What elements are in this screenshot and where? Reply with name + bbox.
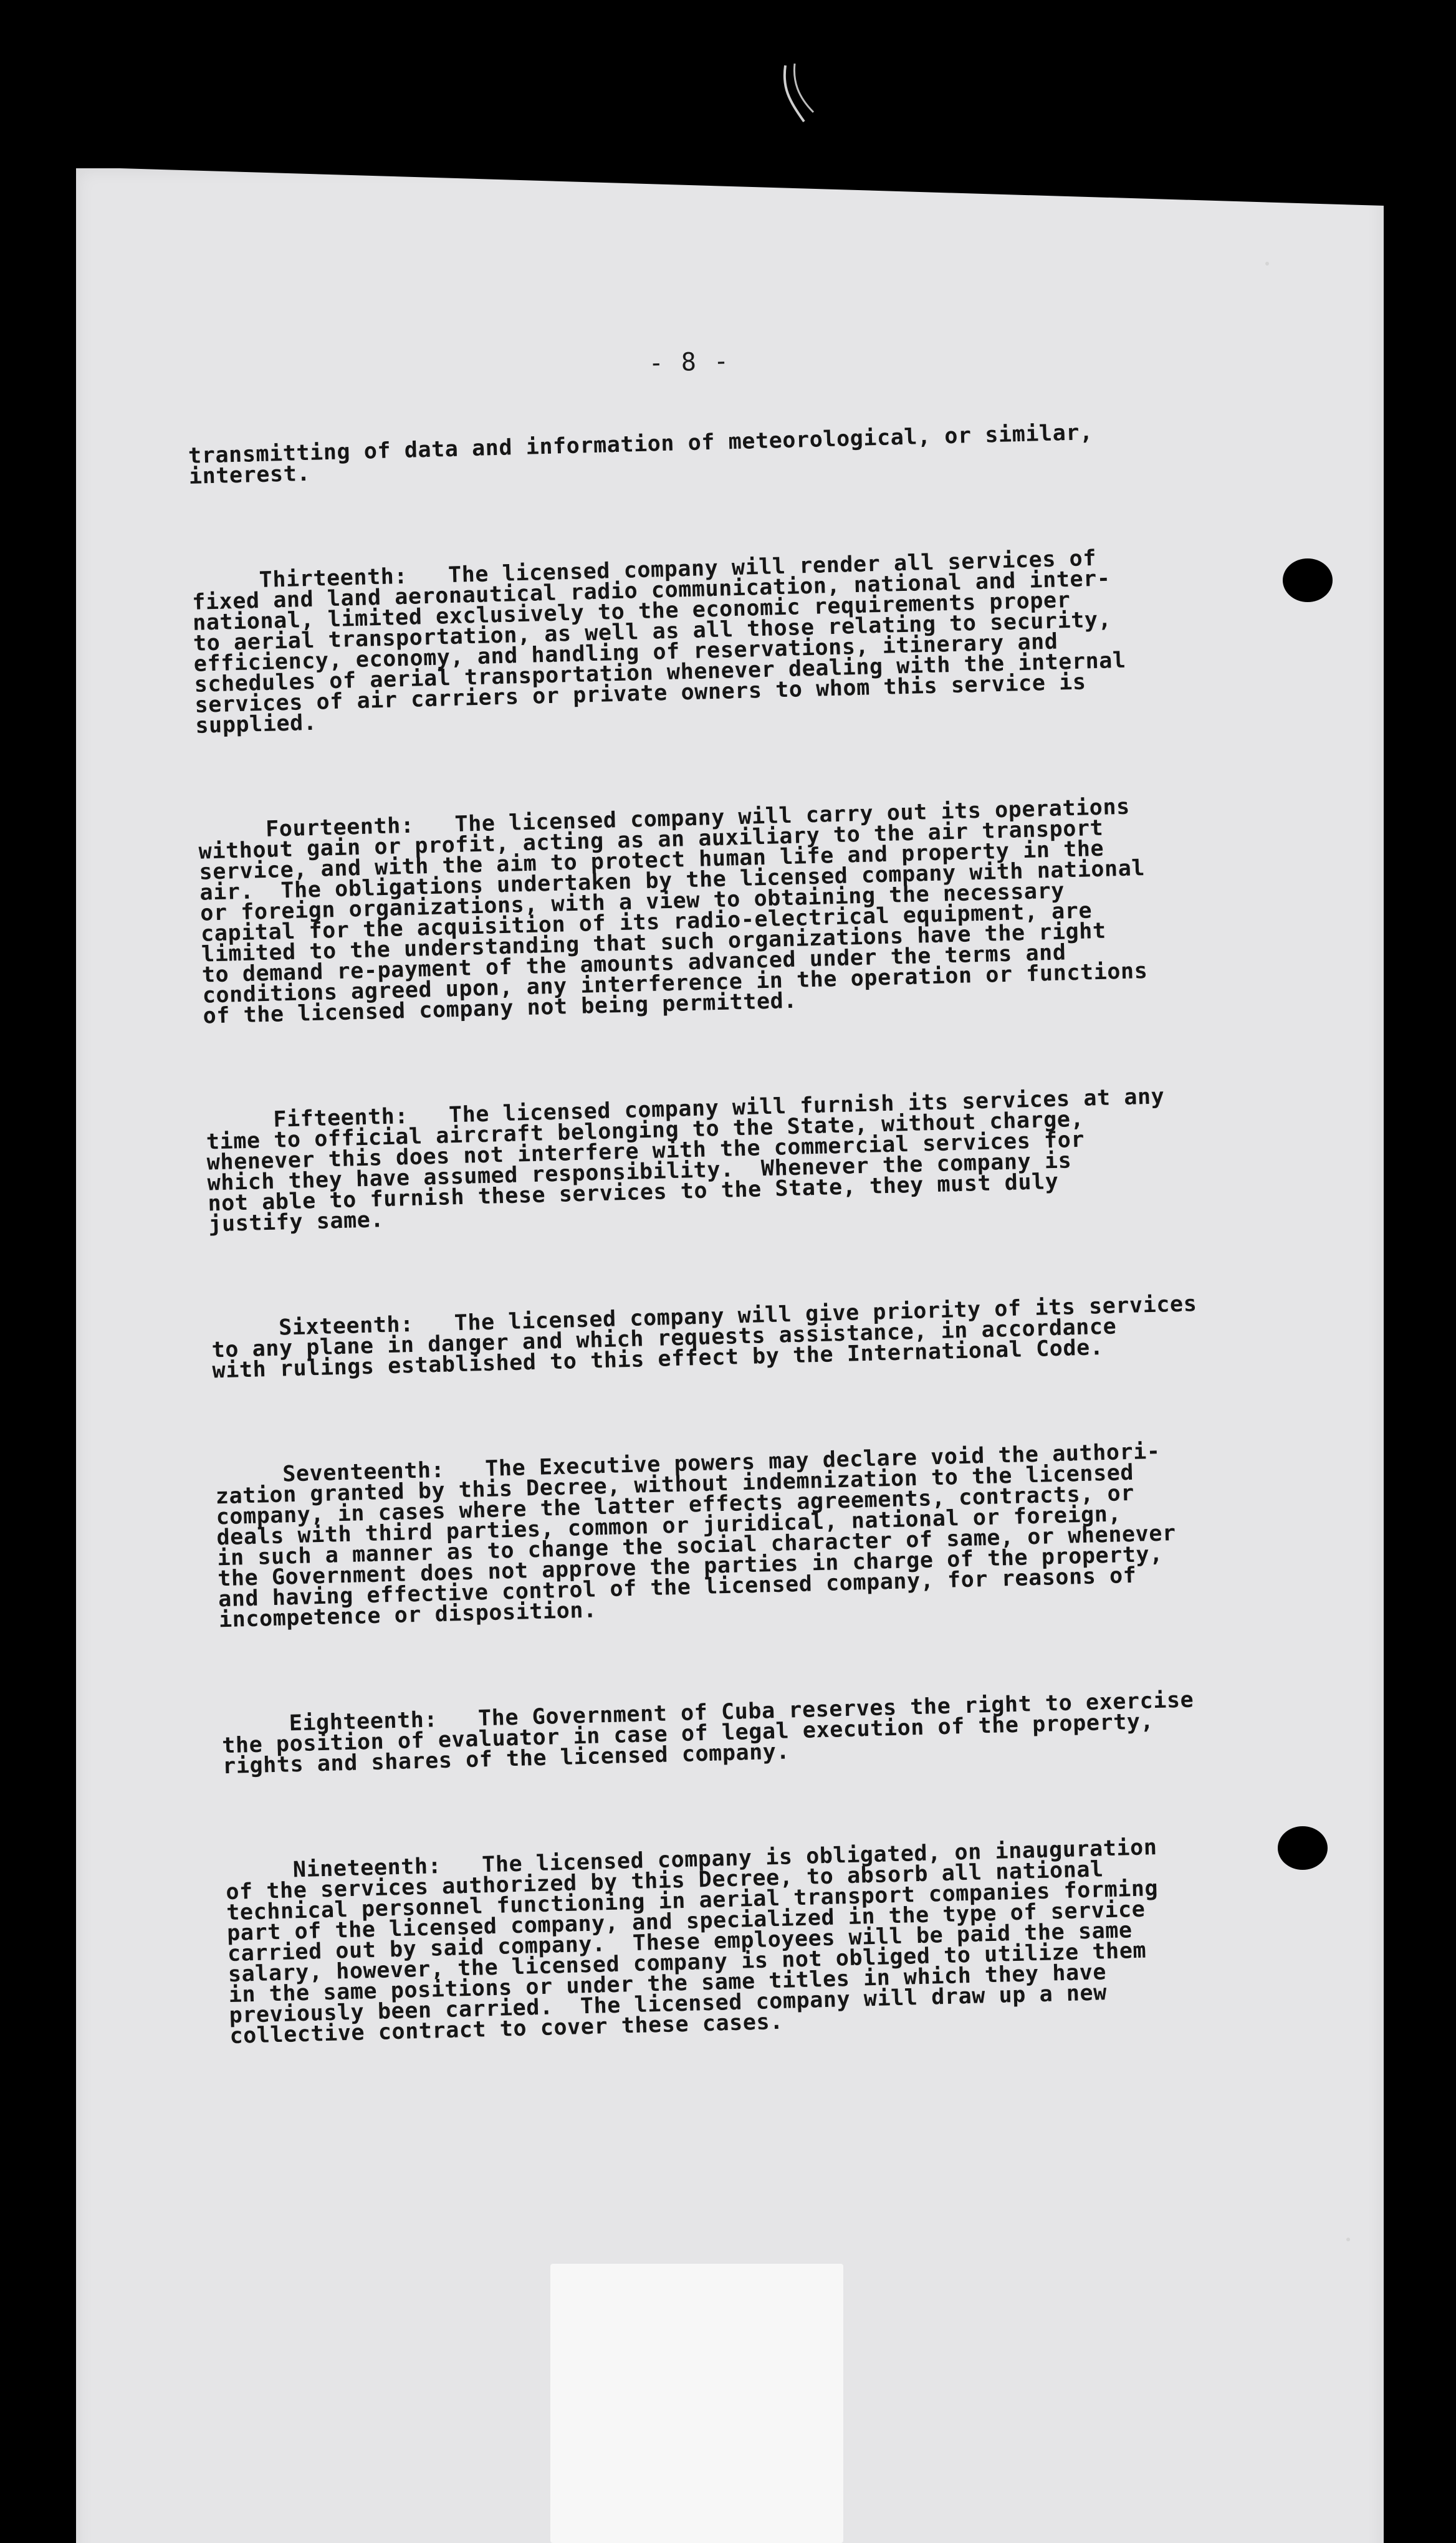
- paragraph-sixteenth: Sixteenth: The licensed company will give priority of its services to any plane in danger and which requests assistance, in accordance with rulings established to this effect by the International Code.: [211, 1291, 1197, 1384]
- binder-hole-top: [1283, 558, 1333, 602]
- document-body: [187, 378, 1279, 2132]
- page-number: - 8 -: [648, 347, 730, 378]
- paragraph-eighteenth: Eighteenth: The Government of Cuba reserves the right to exercise the position of evaluator in case of legal execution of the property, rights and shares of the licensed company.: [221, 1687, 1194, 1779]
- paragraph-fourteenth: Fourteenth: The licensed company will carry out its operations without gain or profit, acting as an auxiliary to the air transport service, and with the aim to protect human life and property in the air. The obligations undertaken by the licensed company with national or foreign organizations, with a view to obtaining the necessary capital for the acquisition of its radio-electrical equipment, are limited to the understanding that such organizations have the right to demand re-payment of the amounts advanced under the terms and conditions agreed upon, any interference in the operation or functions of the licensed company not being permitted.: [198, 794, 1148, 1029]
- film-leader-tab: [550, 2264, 843, 2543]
- paragraph-fifteenth: Fifteenth: The licensed company will furnish its services at any time to official aircraft belonging to the State, without charge, whenever this does not interfere with the commercial services for which they have assumed responsibility. Whenever the company is not able to furnish these services to the State, they must duly justify same.: [205, 1084, 1165, 1237]
- paragraph-thirteenth: Thirteenth: The licensed company will render all services of fixed and land aeronautical radio communication, national and inter- national, limited exclusively to the economic requirements proper to aerial transportation, as well as all those relating to security, efficiency, economy, and handling of reservations, itinerary and schedules of aerial transportation whenever dealing with the internal services of air carriers or private owners to whom this service is supplied.: [191, 545, 1127, 739]
- dust-speck: [1265, 262, 1269, 266]
- film-scratch-mark: [779, 62, 817, 125]
- paragraph-continuation: transmitting of data and information of meteorological, or similar, interest.: [188, 419, 1094, 489]
- dust-speck: [1346, 2238, 1350, 2241]
- binder-hole-bottom: [1278, 1826, 1328, 1870]
- paragraph-seventeenth: Seventeenth: The Executive powers may declare void the authori- zation granted by this Decree, without indemnization to the licensed company, in cases where the latter effects agreements, contracts, or deals with third parties, common or juridical, national or foreign, in such a manner as to change the social character of same, or whenever the Government does not approve the parties in charge of the property, and having effective control of the licensed company, for reasons of incompetence or disposition.: [214, 1439, 1177, 1633]
- paragraph-nineteenth: Nineteenth: The licensed company is obligated, on inauguration of the services authorized by this Decree, to absorb all national technical personnel functioning in aerial transport companies forming part of the licensed company, and specialized in the type of service carried out by said company. These employees will be paid the same salary, however, the licensed company is not obliged to utilize them in the same positions or under the same titles in which they have previously been carried. The licensed company will draw up a new collective contract to cover these cases.: [225, 1835, 1159, 2049]
